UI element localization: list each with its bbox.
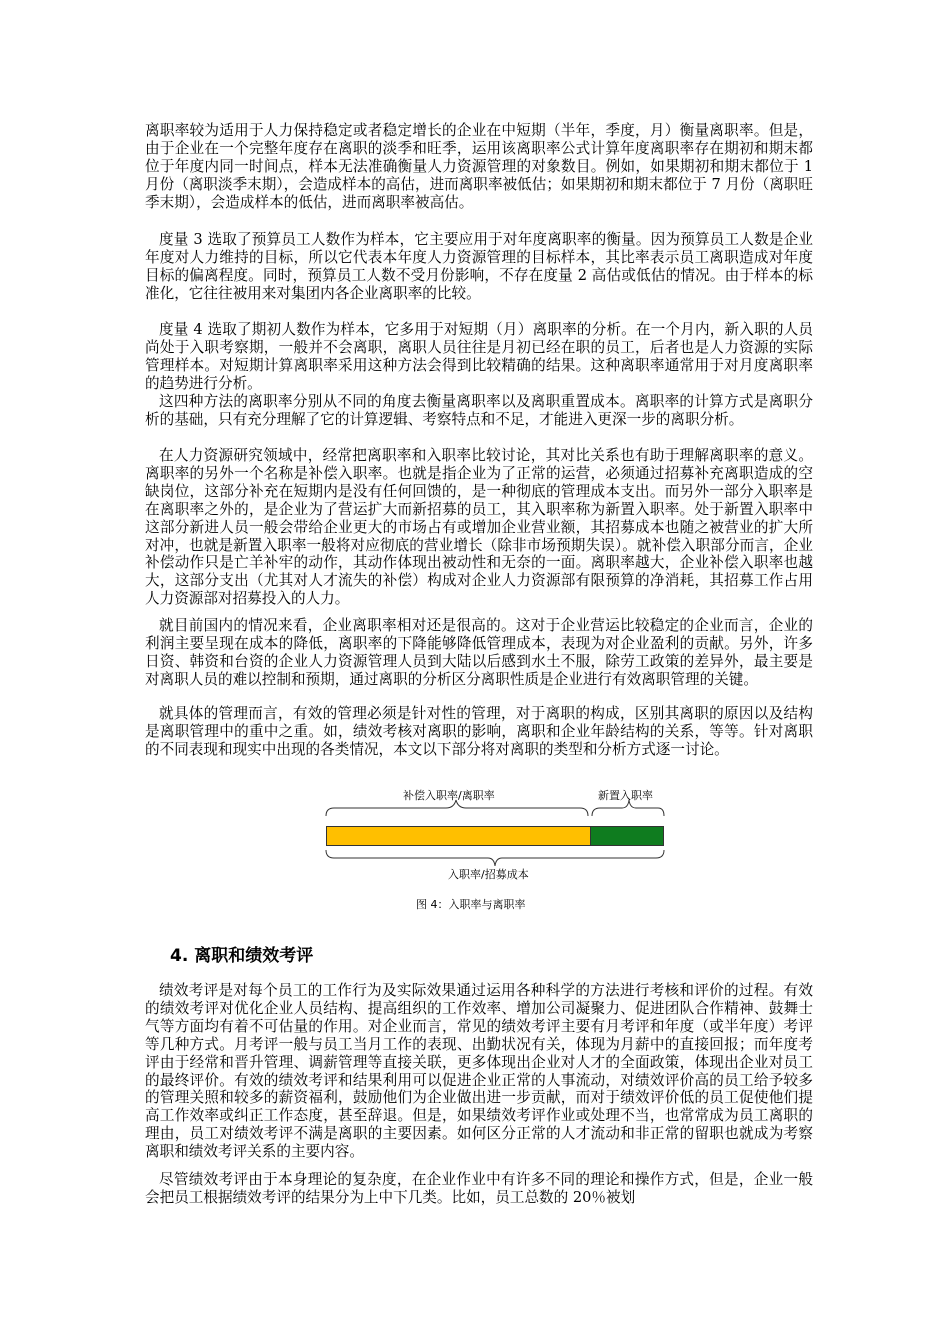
paragraph-8: 绩效考评是对每个员工的工作行为及实际效果通过运用各种科学的方法进行考核和评价的过程。有效的绩效考评对优化企业人员结构、提高组织的工作效率、增加公司凝聚力、促进团队合作精神、鼓舞士气等方面均有着不可估量的作用。对企业而言，常见的绩效考评主要有月考评和年度（或半年度）考评等几种方式。月考评一般与员工当月工作的表现、出勤状况有关，体现为月薪中的直接回报；而年度考评由于经常和晋升管理、调薪管理等直接关联，更多体现出企业对人才的全面政策，体现出企业对员工的最终评价。有效的绩效考评和结果利用可以促进企业正常的人事流动，对绩效评价高的员工给予较多的管理关照和较多的薪资福利，鼓励他们为企业做出进一步贡献，而对于绩效评价低的员工促使他们提高工作效率或纠正工作态度，甚至辞退。但是，如果绩效考评作业或处理不当，也常常成为员工离职的理由，员工对绩效考评不满是离职的主要因素。如何区分正常的人才流动和非正常的留职也就成为考察离职和绩效考评关系的主要内容。 [145, 982, 813, 1161]
label-hiring-cost: 入职率/招募成本 [448, 868, 529, 881]
paragraph-6: 就目前国内的情况来看，企业离职率相对还是很高的。这对于企业营运比较稳定的企业而言，企业的利润主要呈现在成本的降低，离职率的下降能够降低管理成本，表现为对企业盈利的贡献。另外，许多日资、韩资和台资的企业人力资源管理人员到大陆以后感到水土不服，除劳工政策的差异外，最主要是对离职人员的难以控制和预期，通过离职的分析区分离职性质是企业进行有效离职管理的关键。 [145, 617, 813, 688]
brace-total [326, 850, 664, 866]
paragraph-7: 就具体的管理而言，有效的管理必须是针对性的管理，对于离职的构成，区别其离职的原因以及结构是离职管理中的重中之重。如，绩效考核对离职的影响，离职和企业年龄结构的关系，等等。针对离职的不同表现和现实中出现的各类情况，本文以下部分将对离职的类型和分析方式逐一讨论。 [145, 705, 813, 758]
label-compensation-rate: 补偿入职率/离职率 [403, 789, 495, 802]
paragraph-5: 在人力资源研究领域中，经常把离职率和入职率比较讨论，其对比关系也有助于理解离职率的意义。离职率的另外一个名称是补偿入职率。也就是指企业为了正常的运营，必须通过招募补充离职造成的空缺岗位，这部分补充在短期内是没有任何回馈的，是一种彻底的管理成本支出。而另外一部分入职率是在离职率之外的，是企业为了营运扩大而新招募的员工，其入职率称为新置入职率。处于新置入职率中这部分新进人员一般会带给企业更大的市场占有或增加企业营业额，其招募成本也随之被营业的扩大所对冲，也就是新置入职率一般将对应彻底的营业增长（除非市场预期失误）。就补偿入职部分而言，企业补偿动作只是亡羊补牢的动作，其动作体现出被动性和无奈的一面。离职率越大，企业补偿入职率也越大，这部分支出（尤其对人才流失的补偿）构成对企业人力资源部有限预算的净消耗，其招募工作占用人力资源部对招募投入的人力。 [145, 447, 813, 608]
paragraph-1: 离职率较为适用于人力保持稳定或者稳定增长的企业在中短期（半年，季度，月）衡量离职率。但是，由于企业在一个完整年度存在离职的淡季和旺季，运用该离职率公式计算年度离职率存在期初和期末都位于年度内同一时间点，样本无法准确衡量人力资源管理的对象数目。例如，如果期初和期末都位于 1 月份（离职淡季末期），会造成样本的高估，进而离职率被低估；如果期初和期末都位于 7 月份（离职旺季末期），会造成样本的低估，进而离职率被高估。 [145, 122, 813, 211]
bar-compensation [326, 826, 590, 846]
paragraph-9: 尽管绩效考评由于本身理论的复杂度，在企业作业中有许多不同的理论和操作方式，但是，企业一般会把员工根据绩效考评的结果分为上中下几类。比如，员工总数的 20％被划 [145, 1171, 813, 1206]
paragraph-3: 度量 4 选取了期初人数作为样本，它多用于对短期（月）离职率的分析。在一个月内，新入职的人员尚处于入职考察期，一般并不会离职，离职人员往往是月初已经在职的员工，后者也是人力资源的实际管理样本。对短期计算离职率采用这种方法会得到比较精确的结果。这种离职率通常用于对月度离职率的趋势进行分析。 [145, 321, 813, 392]
figure-hire-turnover [318, 786, 678, 916]
label-new-rate: 新置入职率 [598, 789, 653, 802]
figure-caption: 图 4：入职率与离职率 [416, 898, 526, 911]
paragraph-4: 这四种方法的离职率分别从不同的角度去衡量离职率以及离职重置成本。离职率的计算方式是离职分析的基础，只有充分理解了它的计算逻辑、考察特点和不足，才能进入更深一步的离职分析。 [145, 393, 813, 428]
paragraph-2: 度量 3 选取了预算员工人数作为样本，它主要应用于对年度离职率的衡量。因为预算员工人数是企业年度对人力维持的目标，所以它代表本年度人力资源管理的目标样本，其比率表示员工离职造成对年度目标的偏离程度。同时，预算员工人数不受月份影响，不存在度量 2 高估或低估的情况。由于样本的标准化，它往往被用来对集团内各企业离职率的比较。 [145, 231, 813, 302]
bar-new [590, 826, 664, 846]
section-heading: 4. 离职和绩效考评 [170, 946, 314, 966]
